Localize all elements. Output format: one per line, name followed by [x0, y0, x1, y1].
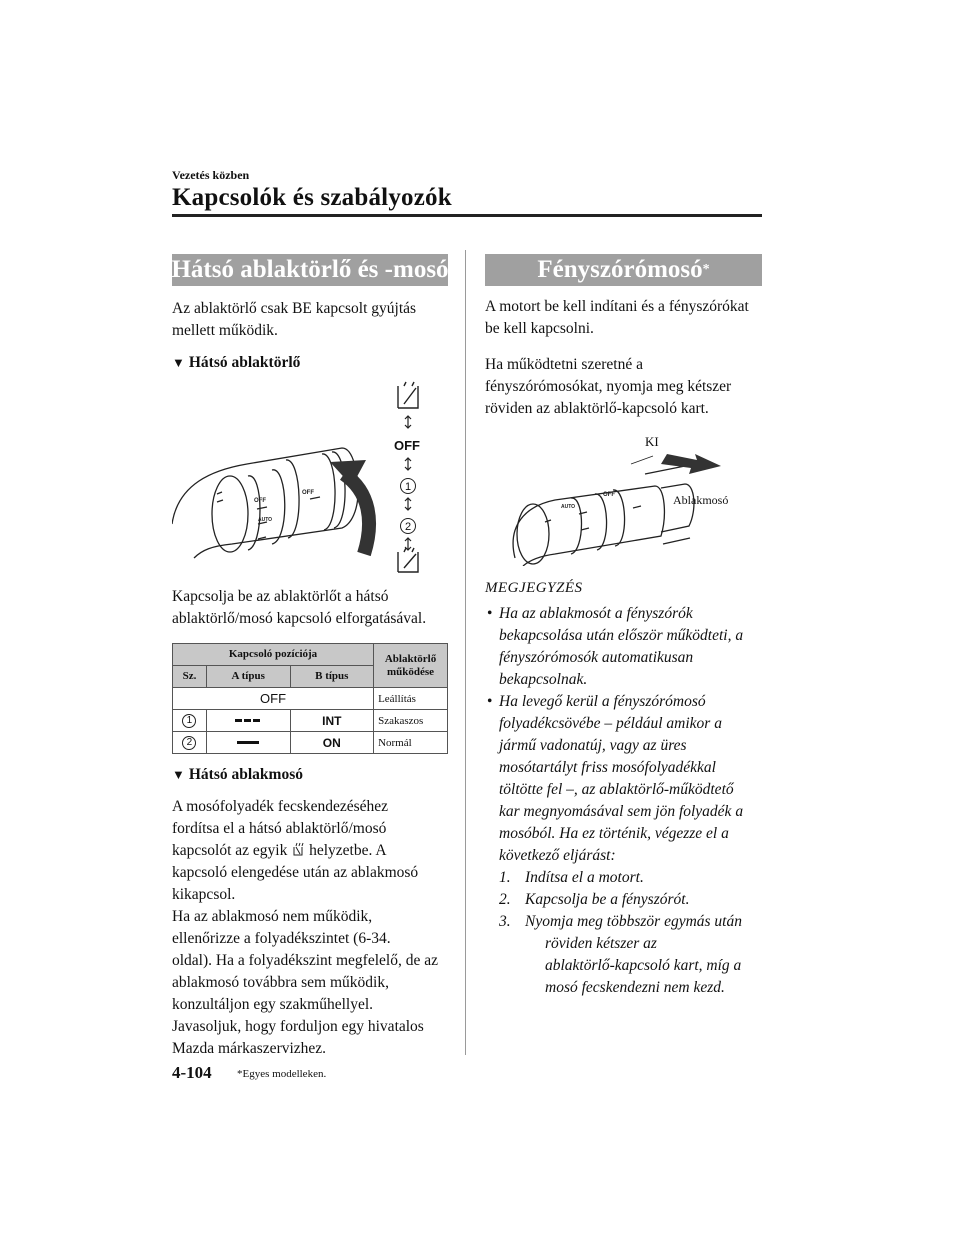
- headlight-washer-p2: Ha működtetni szeretné a fényszórómosókat, nyomja meg kétszer röviden az ablaktörlő-kapcsoló kart.: [485, 356, 732, 417]
- column-divider: [465, 250, 466, 1055]
- lever-auto-label: AUTO: [258, 517, 273, 523]
- section-label: Vezetés közben: [172, 168, 250, 182]
- table-cell-function: Szakaszos: [374, 710, 448, 732]
- continuous-symbol-icon: [206, 732, 290, 754]
- table-cell-function: Normál: [374, 732, 448, 754]
- headlight-washer-figure: [485, 426, 762, 566]
- list-item: • Ha levegő kerül a fényszórómosó folyadékcsövébe – például amikor a jármű vadonatúj, vagy az üres mosótartályt friss mosófolyadékkal töltötte fel –, az ablaktörlő-működtető kar megnyomásával sem jön folyadék a mosóból. Ha ez történik, végezze el a következő eljárást: 1. Indítsa el a motort. 2. Kapcsolja be a fényszórót. 3. Nyomja meg többször egymás után röviden kétszer az ablaktörlő-kapcsoló kart, míg a mosó fecskendezni nem kezd.: [485, 691, 762, 999]
- bullet-icon: •: [487, 605, 493, 622]
- table-cell-function: Leállítás: [374, 688, 448, 710]
- lever-off-label-1: OFF: [254, 498, 266, 504]
- rear-washer-body: A mosófolyadék fecskendezéséhez fordítsa el a hátsó ablaktörlő/mosó kapcsolót az egyik helyzetbe. A kapcsoló elengedése után az ablakmosó kikapcsol. Ha az ablakmosó nem működik, ellenőrizze a folyadékszintet (6-34. oldal). Ha a folyadékszint megfelelő, de az ablakmosó továbbra sem működik, konzultáljon egy szakműhellyel. Javasoljuk, hogy forduljon egy hivatalos Mazda márkaszervizhez.: [172, 798, 438, 1057]
- ki-leader-line: [631, 456, 653, 464]
- circled-number-1: 1: [182, 714, 196, 728]
- table-cell-int: INT: [290, 710, 374, 732]
- washer-spray-icon: [291, 842, 305, 856]
- headlight-washer-banner: Fényszórómosó *: [485, 254, 762, 286]
- ki-label: KI: [645, 434, 659, 449]
- rear-wiper-subheading: ▼ Hátsó ablaktörlő: [172, 354, 301, 371]
- rear-wiper-figure: [172, 374, 448, 574]
- intermittent-symbol-icon: [206, 710, 290, 732]
- lever-off-label-2: OFF: [302, 490, 314, 496]
- triangle-marker-icon: ▼: [172, 767, 185, 782]
- page-number: 4-104: [172, 1063, 212, 1082]
- table-row: [173, 732, 448, 754]
- procedure-steps: [499, 867, 762, 999]
- table-cell-on: ON: [290, 732, 374, 754]
- off-position-label: OFF: [394, 438, 420, 453]
- rotation-arrow-band: [344, 474, 369, 554]
- note-heading: MEGJEGYZÉS: [485, 580, 583, 596]
- rear-wiper-caption: Kapcsolja be az ablaktörlőt a hátsó ablaktörlő/mosó kapcsoló elforgatásával.: [172, 588, 427, 627]
- header-rule: [172, 214, 762, 217]
- left-column: [172, 254, 448, 1060]
- table-col-type-b: B típus: [290, 666, 374, 688]
- table-cell-off: OFF: [173, 688, 374, 710]
- lever-pull-illustration: [485, 426, 762, 566]
- headlight-washer-p1: A motort be kell indítani és a fényszórókat be kell kapcsolni.: [485, 298, 749, 337]
- rear-washer-subheading: ▼ Hátsó ablakmosó: [172, 766, 303, 783]
- list-item: • Ha az ablakmosót a fényszórók bekapcsolása után először működteti, a fényszórómosók automatikusan bekapcsolnak.: [487, 605, 744, 688]
- wiper-washer-icon-bottom: [398, 548, 418, 572]
- lever-auto-label: AUTO: [561, 504, 576, 510]
- rear-wiper-banner: Hátsó ablaktörlő és -mosó: [172, 254, 448, 286]
- note-list: [485, 603, 762, 999]
- rear-wiper-intro: Az ablaktörlő csak BE kapcsolt gyújtás mellett működik.: [172, 300, 417, 339]
- page-title: Kapcsolók és szabályozók: [172, 184, 452, 211]
- lever-off-label: OFF: [603, 492, 615, 498]
- pull-arrow-icon: [661, 454, 721, 474]
- right-column: [485, 254, 762, 999]
- position-2-label: 2: [404, 521, 412, 533]
- procedure-step: 1. Indítsa el a motort.: [499, 869, 644, 886]
- footnote: *Egyes modelleken.: [237, 1068, 327, 1080]
- rear-wiper-lever-illustration: [172, 374, 448, 574]
- table-col-type-a: A típus: [206, 666, 290, 688]
- procedure-step: 3. Nyomja meg többször egymás után röviden kétszer az ablaktörlő-kapcsoló kart, míg a mosó fecskendezni nem kezd.: [499, 913, 742, 996]
- triangle-marker-icon: ▼: [172, 355, 185, 370]
- wiper-washer-icon-top: [398, 382, 418, 408]
- table-col-number: Sz.: [173, 666, 207, 688]
- switch-position-table: [172, 643, 448, 754]
- table-row: [173, 710, 448, 732]
- position-1-label: 1: [404, 481, 412, 493]
- table-head-position: Kapcsoló pozíciója: [173, 644, 374, 666]
- circled-number-2: 2: [182, 736, 196, 750]
- washer-label: Ablakmosó: [673, 493, 729, 507]
- table-row: [173, 688, 448, 710]
- bullet-icon: •: [487, 693, 493, 710]
- table-head-function: Ablaktörlő működése: [374, 644, 448, 688]
- procedure-step: 2. Kapcsolja be a fényszórót.: [499, 891, 690, 908]
